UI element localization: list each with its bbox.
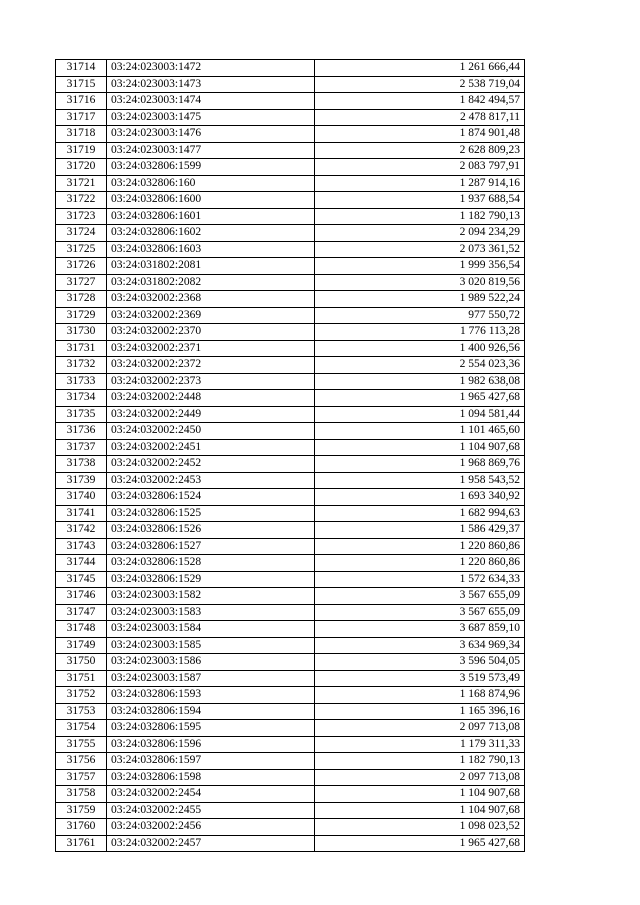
table-row (56, 538, 525, 555)
row-number-cell: 31721 (56, 175, 107, 192)
cadastral-number-cell: 03:24:032002:2457 (107, 835, 315, 852)
row-number-cell: 31759 (56, 802, 107, 819)
cadastral-number-cell: 03:24:032002:2448 (107, 390, 315, 407)
cadastral-number-cell: 03:24:032806:1593 (107, 687, 315, 704)
cadastral-value-cell: 1 999 356,54 (315, 258, 525, 275)
table-row (56, 291, 525, 308)
cadastral-number-cell: 03:24:032002:2372 (107, 357, 315, 374)
row-number-cell: 31761 (56, 835, 107, 852)
row-number-cell: 31736 (56, 423, 107, 440)
cadastral-value-cell: 1 261 666,44 (315, 60, 525, 77)
row-number-cell: 31760 (56, 819, 107, 836)
cadastral-value-cell: 1 220 860,86 (315, 538, 525, 555)
row-number-cell: 31717 (56, 109, 107, 126)
table-row (56, 571, 525, 588)
cadastral-number-cell: 03:24:023003:1582 (107, 588, 315, 605)
table-row (56, 175, 525, 192)
table-row (56, 373, 525, 390)
table-row (56, 126, 525, 143)
cadastral-number-cell: 03:24:032806:1529 (107, 571, 315, 588)
row-number-cell: 31737 (56, 439, 107, 456)
row-number-cell: 31751 (56, 670, 107, 687)
table-row (56, 522, 525, 539)
table-row (56, 142, 525, 159)
cadastral-number-cell: 03:24:023003:1584 (107, 621, 315, 638)
table-row (56, 489, 525, 506)
cadastral-value-cell: 1 965 427,68 (315, 835, 525, 852)
cadastral-number-cell: 03:24:023003:1586 (107, 654, 315, 671)
cadastral-value-cell: 1 101 465,60 (315, 423, 525, 440)
cadastral-value-cell: 1 165 396,16 (315, 703, 525, 720)
cadastral-number-cell: 03:24:032806:1600 (107, 192, 315, 209)
table-row (56, 159, 525, 176)
document-table-container (55, 59, 525, 852)
cadastral-number-cell: 03:24:032806:1594 (107, 703, 315, 720)
row-number-cell: 31752 (56, 687, 107, 704)
table-row (56, 687, 525, 704)
cadastral-value-cell: 2 628 809,23 (315, 142, 525, 159)
table-row (56, 258, 525, 275)
cadastral-value-cell: 1 874 901,48 (315, 126, 525, 143)
row-number-cell: 31744 (56, 555, 107, 572)
cadastral-value-cell: 1 104 907,68 (315, 786, 525, 803)
row-number-cell: 31724 (56, 225, 107, 242)
table-row (56, 390, 525, 407)
cadastral-value-cell: 3 596 504,05 (315, 654, 525, 671)
cadastral-value-cell: 1 693 340,92 (315, 489, 525, 506)
cadastral-value-cell: 1 182 790,13 (315, 753, 525, 770)
cadastral-number-cell: 03:24:032002:2454 (107, 786, 315, 803)
row-number-cell: 31723 (56, 208, 107, 225)
table-row (56, 357, 525, 374)
row-number-cell: 31745 (56, 571, 107, 588)
table-row (56, 192, 525, 209)
cadastral-number-cell: 03:24:032002:2451 (107, 439, 315, 456)
cadastral-value-cell: 3 020 819,56 (315, 274, 525, 291)
cadastral-number-cell: 03:24:023003:1587 (107, 670, 315, 687)
table-row (56, 241, 525, 258)
cadastral-value-cell: 1 982 638,08 (315, 373, 525, 390)
cadastral-number-cell: 03:24:023003:1476 (107, 126, 315, 143)
row-number-cell: 31749 (56, 637, 107, 654)
cadastral-number-cell: 03:24:032806:1595 (107, 720, 315, 737)
table-row (56, 439, 525, 456)
row-number-cell: 31727 (56, 274, 107, 291)
table-row (56, 802, 525, 819)
cadastral-number-cell: 03:24:032002:2368 (107, 291, 315, 308)
cadastral-value-cell: 1 968 869,76 (315, 456, 525, 473)
cadastral-number-cell: 03:24:032002:2371 (107, 340, 315, 357)
table-row (56, 654, 525, 671)
table-row (56, 76, 525, 93)
cadastral-number-cell: 03:24:032806:1525 (107, 505, 315, 522)
row-number-cell: 31733 (56, 373, 107, 390)
cadastral-number-cell: 03:24:023003:1477 (107, 142, 315, 159)
row-number-cell: 31715 (56, 76, 107, 93)
table-row (56, 340, 525, 357)
row-number-cell: 31758 (56, 786, 107, 803)
row-number-cell: 31747 (56, 604, 107, 621)
cadastral-value-cell: 2 538 719,04 (315, 76, 525, 93)
row-number-cell: 31718 (56, 126, 107, 143)
cadastral-number-cell: 03:24:032806:1602 (107, 225, 315, 242)
row-number-cell: 31738 (56, 456, 107, 473)
table-row (56, 670, 525, 687)
cadastral-value-cell: 2 097 713,08 (315, 769, 525, 786)
table-row (56, 621, 525, 638)
cadastral-value-cell: 3 634 969,34 (315, 637, 525, 654)
cadastral-number-cell: 03:24:023003:1475 (107, 109, 315, 126)
table-row (56, 604, 525, 621)
row-number-cell: 31756 (56, 753, 107, 770)
row-number-cell: 31728 (56, 291, 107, 308)
cadastral-value-cell: 977 550,72 (315, 307, 525, 324)
row-number-cell: 31748 (56, 621, 107, 638)
table-row (56, 423, 525, 440)
table-row (56, 588, 525, 605)
cadastral-value-cell: 1 572 634,33 (315, 571, 525, 588)
row-number-cell: 31719 (56, 142, 107, 159)
cadastral-number-cell: 03:24:032002:2455 (107, 802, 315, 819)
cadastral-number-cell: 03:24:023003:1585 (107, 637, 315, 654)
cadastral-number-cell: 03:24:032002:2449 (107, 406, 315, 423)
table-body (56, 60, 525, 852)
row-number-cell: 31731 (56, 340, 107, 357)
row-number-cell: 31732 (56, 357, 107, 374)
row-number-cell: 31720 (56, 159, 107, 176)
cadastral-value-cell: 1 179 311,33 (315, 736, 525, 753)
row-number-cell: 31750 (56, 654, 107, 671)
cadastral-value-cell: 1 965 427,68 (315, 390, 525, 407)
cadastral-value-cell: 1 989 522,24 (315, 291, 525, 308)
row-number-cell: 31753 (56, 703, 107, 720)
table-row (56, 637, 525, 654)
cadastral-number-cell: 03:24:032806:1603 (107, 241, 315, 258)
cadastral-number-cell: 03:24:023003:1472 (107, 60, 315, 77)
cadastral-number-cell: 03:24:032002:2373 (107, 373, 315, 390)
cadastral-number-cell: 03:24:032002:2453 (107, 472, 315, 489)
cadastral-number-cell: 03:24:031802:2082 (107, 274, 315, 291)
table-row (56, 703, 525, 720)
cadastral-number-cell: 03:24:031802:2081 (107, 258, 315, 275)
cadastral-value-cell: 3 687 859,10 (315, 621, 525, 638)
cadastral-value-cell: 2 094 234,29 (315, 225, 525, 242)
table-row (56, 819, 525, 836)
cadastral-number-cell: 03:24:032002:2456 (107, 819, 315, 836)
cadastral-value-cell: 1 098 023,52 (315, 819, 525, 836)
table-row (56, 753, 525, 770)
cadastral-value-cell: 3 519 573,49 (315, 670, 525, 687)
table-row (56, 555, 525, 572)
cadastral-value-cell: 3 567 655,09 (315, 588, 525, 605)
cadastral-number-cell: 03:24:032806:1597 (107, 753, 315, 770)
cadastral-value-cell: 1 104 907,68 (315, 439, 525, 456)
table-row (56, 225, 525, 242)
cadastral-number-cell: 03:24:032806:1598 (107, 769, 315, 786)
table-row (56, 93, 525, 110)
row-number-cell: 31743 (56, 538, 107, 555)
cadastral-number-cell: 03:24:023003:1473 (107, 76, 315, 93)
cadastral-value-cell: 1 220 860,86 (315, 555, 525, 572)
cadastral-value-cell: 2 097 713,08 (315, 720, 525, 737)
cadastral-value-cell: 3 567 655,09 (315, 604, 525, 621)
cadastral-number-cell: 03:24:032806:1526 (107, 522, 315, 539)
row-number-cell: 31742 (56, 522, 107, 539)
row-number-cell: 31734 (56, 390, 107, 407)
cadastral-value-table (55, 59, 525, 852)
cadastral-number-cell: 03:24:032806:1596 (107, 736, 315, 753)
cadastral-number-cell: 03:24:032002:2452 (107, 456, 315, 473)
table-row (56, 109, 525, 126)
cadastral-number-cell: 03:24:032002:2450 (107, 423, 315, 440)
row-number-cell: 31729 (56, 307, 107, 324)
table-row (56, 60, 525, 77)
table-row (56, 406, 525, 423)
row-number-cell: 31714 (56, 60, 107, 77)
cadastral-value-cell: 2 083 797,91 (315, 159, 525, 176)
cadastral-value-cell: 2 554 023,36 (315, 357, 525, 374)
cadastral-number-cell: 03:24:032806:1601 (107, 208, 315, 225)
row-number-cell: 31725 (56, 241, 107, 258)
cadastral-value-cell: 1 958 543,52 (315, 472, 525, 489)
row-number-cell: 31755 (56, 736, 107, 753)
row-number-cell: 31730 (56, 324, 107, 341)
cadastral-number-cell: 03:24:023003:1474 (107, 93, 315, 110)
cadastral-value-cell: 1 776 113,28 (315, 324, 525, 341)
table-row (56, 720, 525, 737)
cadastral-value-cell: 1 937 688,54 (315, 192, 525, 209)
table-row (56, 208, 525, 225)
row-number-cell: 31740 (56, 489, 107, 506)
cadastral-number-cell: 03:24:023003:1583 (107, 604, 315, 621)
cadastral-value-cell: 2 478 817,11 (315, 109, 525, 126)
cadastral-number-cell: 03:24:032002:2370 (107, 324, 315, 341)
row-number-cell: 31754 (56, 720, 107, 737)
cadastral-number-cell: 03:24:032002:2369 (107, 307, 315, 324)
table-row (56, 786, 525, 803)
cadastral-number-cell: 03:24:032806:1528 (107, 555, 315, 572)
table-row (56, 472, 525, 489)
table-row (56, 307, 525, 324)
row-number-cell: 31722 (56, 192, 107, 209)
row-number-cell: 31739 (56, 472, 107, 489)
cadastral-number-cell: 03:24:032806:1599 (107, 159, 315, 176)
cadastral-value-cell: 1 168 874,96 (315, 687, 525, 704)
cadastral-value-cell: 1 182 790,13 (315, 208, 525, 225)
row-number-cell: 31735 (56, 406, 107, 423)
row-number-cell: 31726 (56, 258, 107, 275)
table-row (56, 324, 525, 341)
table-row (56, 505, 525, 522)
cadastral-value-cell: 1 104 907,68 (315, 802, 525, 819)
cadastral-value-cell: 1 682 994,63 (315, 505, 525, 522)
cadastral-value-cell: 1 400 926,56 (315, 340, 525, 357)
row-number-cell: 31716 (56, 93, 107, 110)
cadastral-value-cell: 1 094 581,44 (315, 406, 525, 423)
table-row (56, 736, 525, 753)
row-number-cell: 31741 (56, 505, 107, 522)
cadastral-number-cell: 03:24:032806:1527 (107, 538, 315, 555)
table-row (56, 835, 525, 852)
table-row (56, 274, 525, 291)
cadastral-number-cell: 03:24:032806:1524 (107, 489, 315, 506)
cadastral-value-cell: 1 586 429,37 (315, 522, 525, 539)
cadastral-value-cell: 2 073 361,52 (315, 241, 525, 258)
table-row (56, 769, 525, 786)
cadastral-number-cell: 03:24:032806:160 (107, 175, 315, 192)
cadastral-value-cell: 1 287 914,16 (315, 175, 525, 192)
row-number-cell: 31757 (56, 769, 107, 786)
row-number-cell: 31746 (56, 588, 107, 605)
table-row (56, 456, 525, 473)
cadastral-value-cell: 1 842 494,57 (315, 93, 525, 110)
